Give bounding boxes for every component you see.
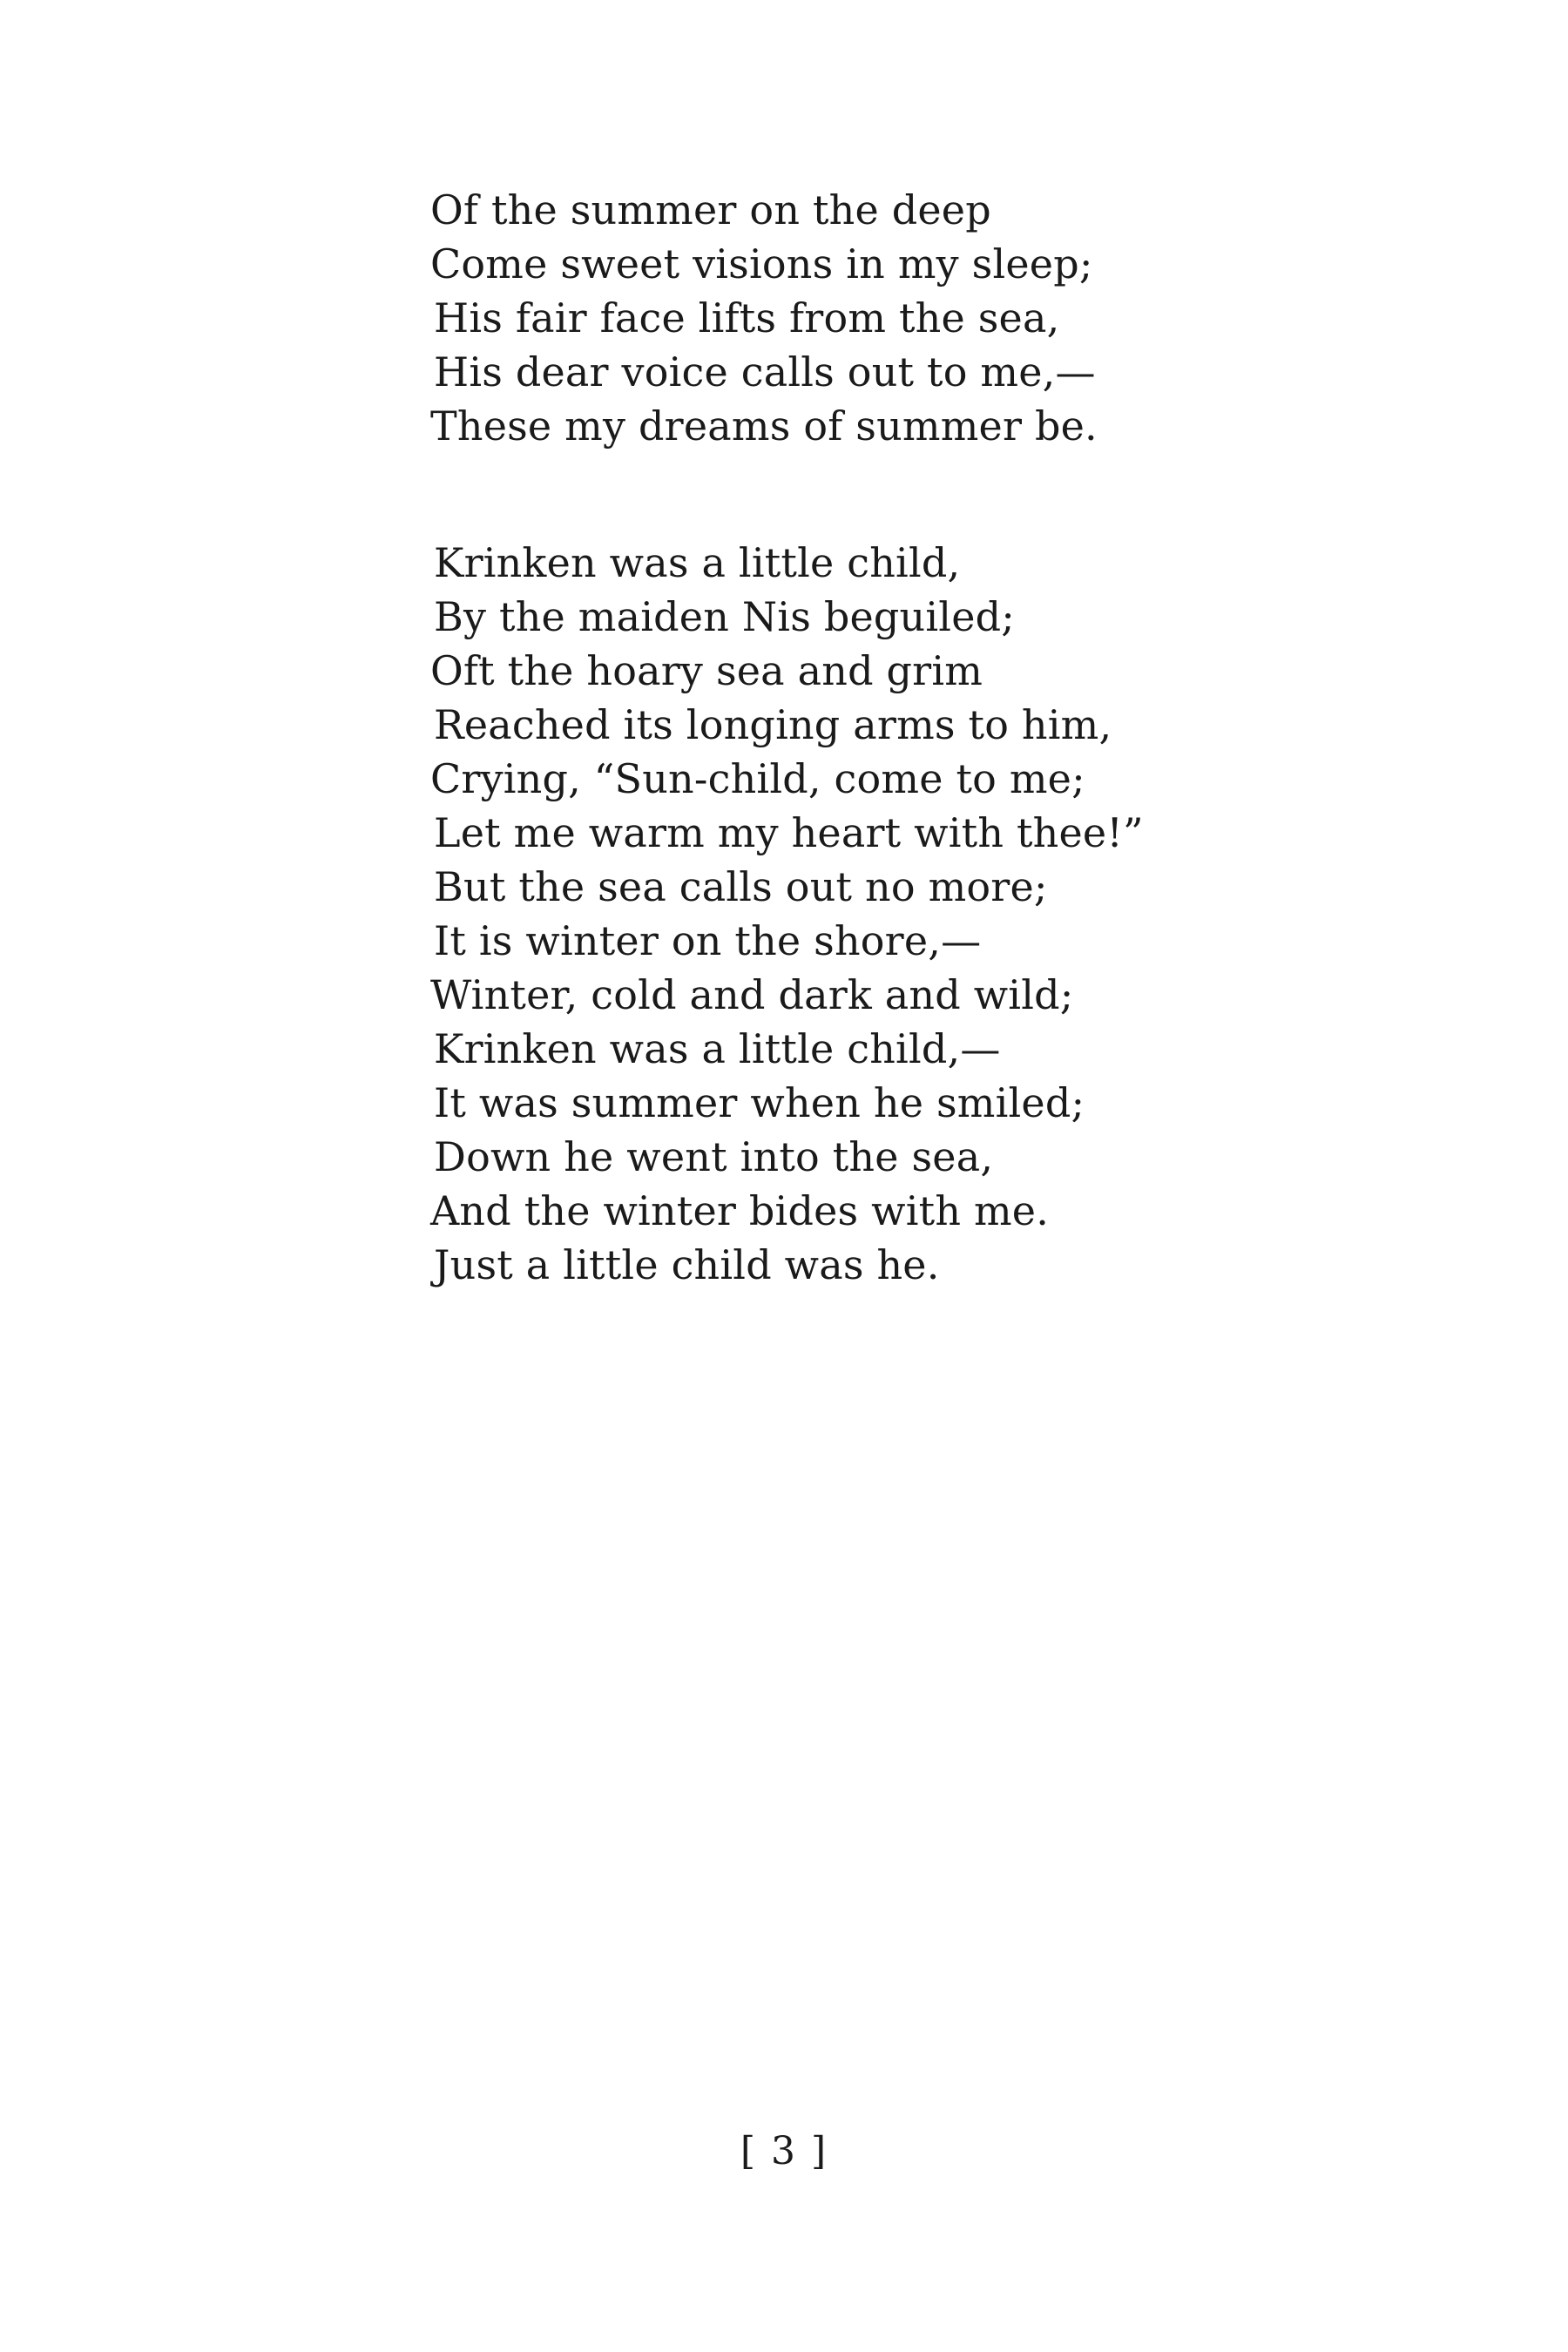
poem-line: Come sweet visions in my sleep; — [430, 240, 1093, 287]
poem-line: Krinken was a little child,— — [434, 1025, 1001, 1072]
poem-line: These my dreams of summer be. — [430, 402, 1098, 449]
page-number: [ 3 ] — [740, 2129, 828, 2173]
poem-line: Reached its longing arms to him, — [434, 701, 1112, 748]
stanza-1 — [430, 183, 1214, 453]
poem-text — [430, 183, 1214, 1292]
stanza-2 — [430, 536, 1214, 1292]
poem-line: But the sea calls out no more; — [434, 863, 1048, 910]
poem-line: Just a little child was he. — [434, 1241, 940, 1288]
poem-line: His dear voice calls out to me,— — [434, 348, 1096, 395]
poem-line: His fair face lifts from the sea, — [434, 294, 1060, 341]
poem-line: And the winter bides with me. — [430, 1187, 1050, 1234]
poem-line: Crying, “Sun-child, come to me; — [430, 755, 1085, 802]
poem-line: Of the summer on the deep — [430, 186, 991, 233]
poem-line: Winter, cold and dark and wild; — [430, 971, 1074, 1018]
poem-line: It was summer when he smiled; — [434, 1079, 1085, 1126]
poem-line: Down he went into the sea, — [434, 1133, 994, 1180]
poem-line: Krinken was a little child, — [434, 539, 961, 586]
poem-line: By the maiden Nis beguiled; — [434, 593, 1015, 640]
poem-line: Oft the hoary sea and grim — [430, 647, 983, 694]
poem-line: It is winter on the shore,— — [434, 917, 982, 964]
poem-line: Let me warm my heart with thee!” — [434, 809, 1144, 856]
